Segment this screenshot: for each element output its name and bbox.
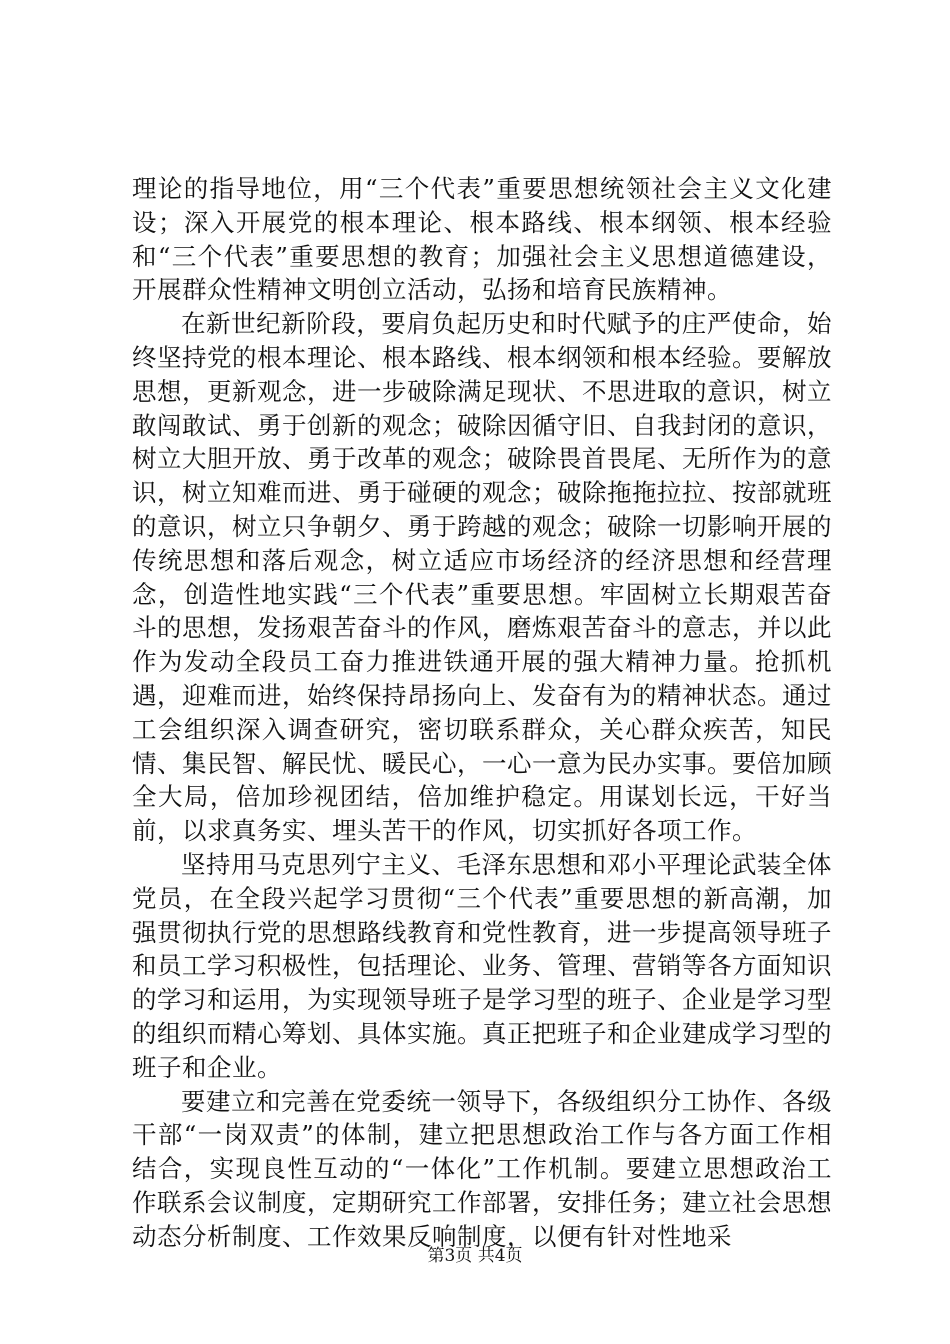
document-body [132, 172, 832, 1254]
page-number-footer: 第3页 共4页 [427, 1246, 523, 1266]
paragraph-3: 坚持用马克思列宁主义、毛泽东思想和邓小平理论武装全体党员，在全段兴起学习贯彻“三个代表”重要思想的新高潮，加强贯彻执行党的思想路线教育和党性教育，进一步提高领导班子和员工学习积极性，包括理论、业务、管理、营销等各方面知识的学习和运用，为实现领导班子是学习型的班子、企业是学习型的组织而精心筹划、具体实施。真正把班子和企业建成学习型的班子和企业。 [132, 849, 832, 1082]
paragraph-2: 在新世纪新阶段，要肩负起历史和时代赋予的庄严使命，始终坚持党的根本理论、根本路线、根本纲领和根本经验。要解放思想，更新观念，进一步破除满足现状、不思进取的意识，树立敢闯敢试、勇于创新的观念；破除因循守旧、自我封闭的意识，树立大胆开放、勇于改革的观念；破除畏首畏尾、无所作为的意识，树立知难而进、勇于碰硬的观念；破除拖拖拉拉、按部就班的意识，树立只争朝夕、勇于跨越的观念；破除一切影响开展的传统思想和落后观念，树立适应市场经济的经济思想和经营理念，创造性地实践“三个代表”重要思想。牢固树立长期艰苦奋斗的思想，发扬艰苦奋斗的作风，磨炼艰苦奋斗的意志，并以此作为发动全段员工奋力推进铁通开展的强大精神力量。抢抓机遇，迎难而进，始终保持昂扬向上、发奋有为的精神状态。通过工会组织深入调查研究，密切联系群众，关心群众疾苦，知民情、集民智、解民忧、暖民心，一心一意为民办实事。要倍加顾全大局，倍加珍视团结，倍加维护稳定。用谋划长远，干好当前，以求真务实、埋头苦干的作风，切实抓好各项工作。 [132, 309, 832, 846]
paragraph-1: 理论的指导地位，用“三个代表”重要思想统领社会主义文化建设；深入开展党的根本理论、根本路线、根本纲领、根本经验和“三个代表”重要思想的教育；加强社会主义思想道德建设，开展群众性精神文明创立活动，弘扬和培育民族精神。 [132, 174, 832, 305]
paragraph-4: 要建立和完善在党委统一领导下，各级组织分工协作、各级干部“一岗双责”的体制，建立把思想政治工作与各方面工作相结合，实现良性互动的“一体化”工作机制。要建立思想政治工作联系会议制度，定期研究工作部署，安排任务；建立社会思想动态分析制度、工作效果反响制度，以便有针对性地采 [132, 1086, 832, 1251]
